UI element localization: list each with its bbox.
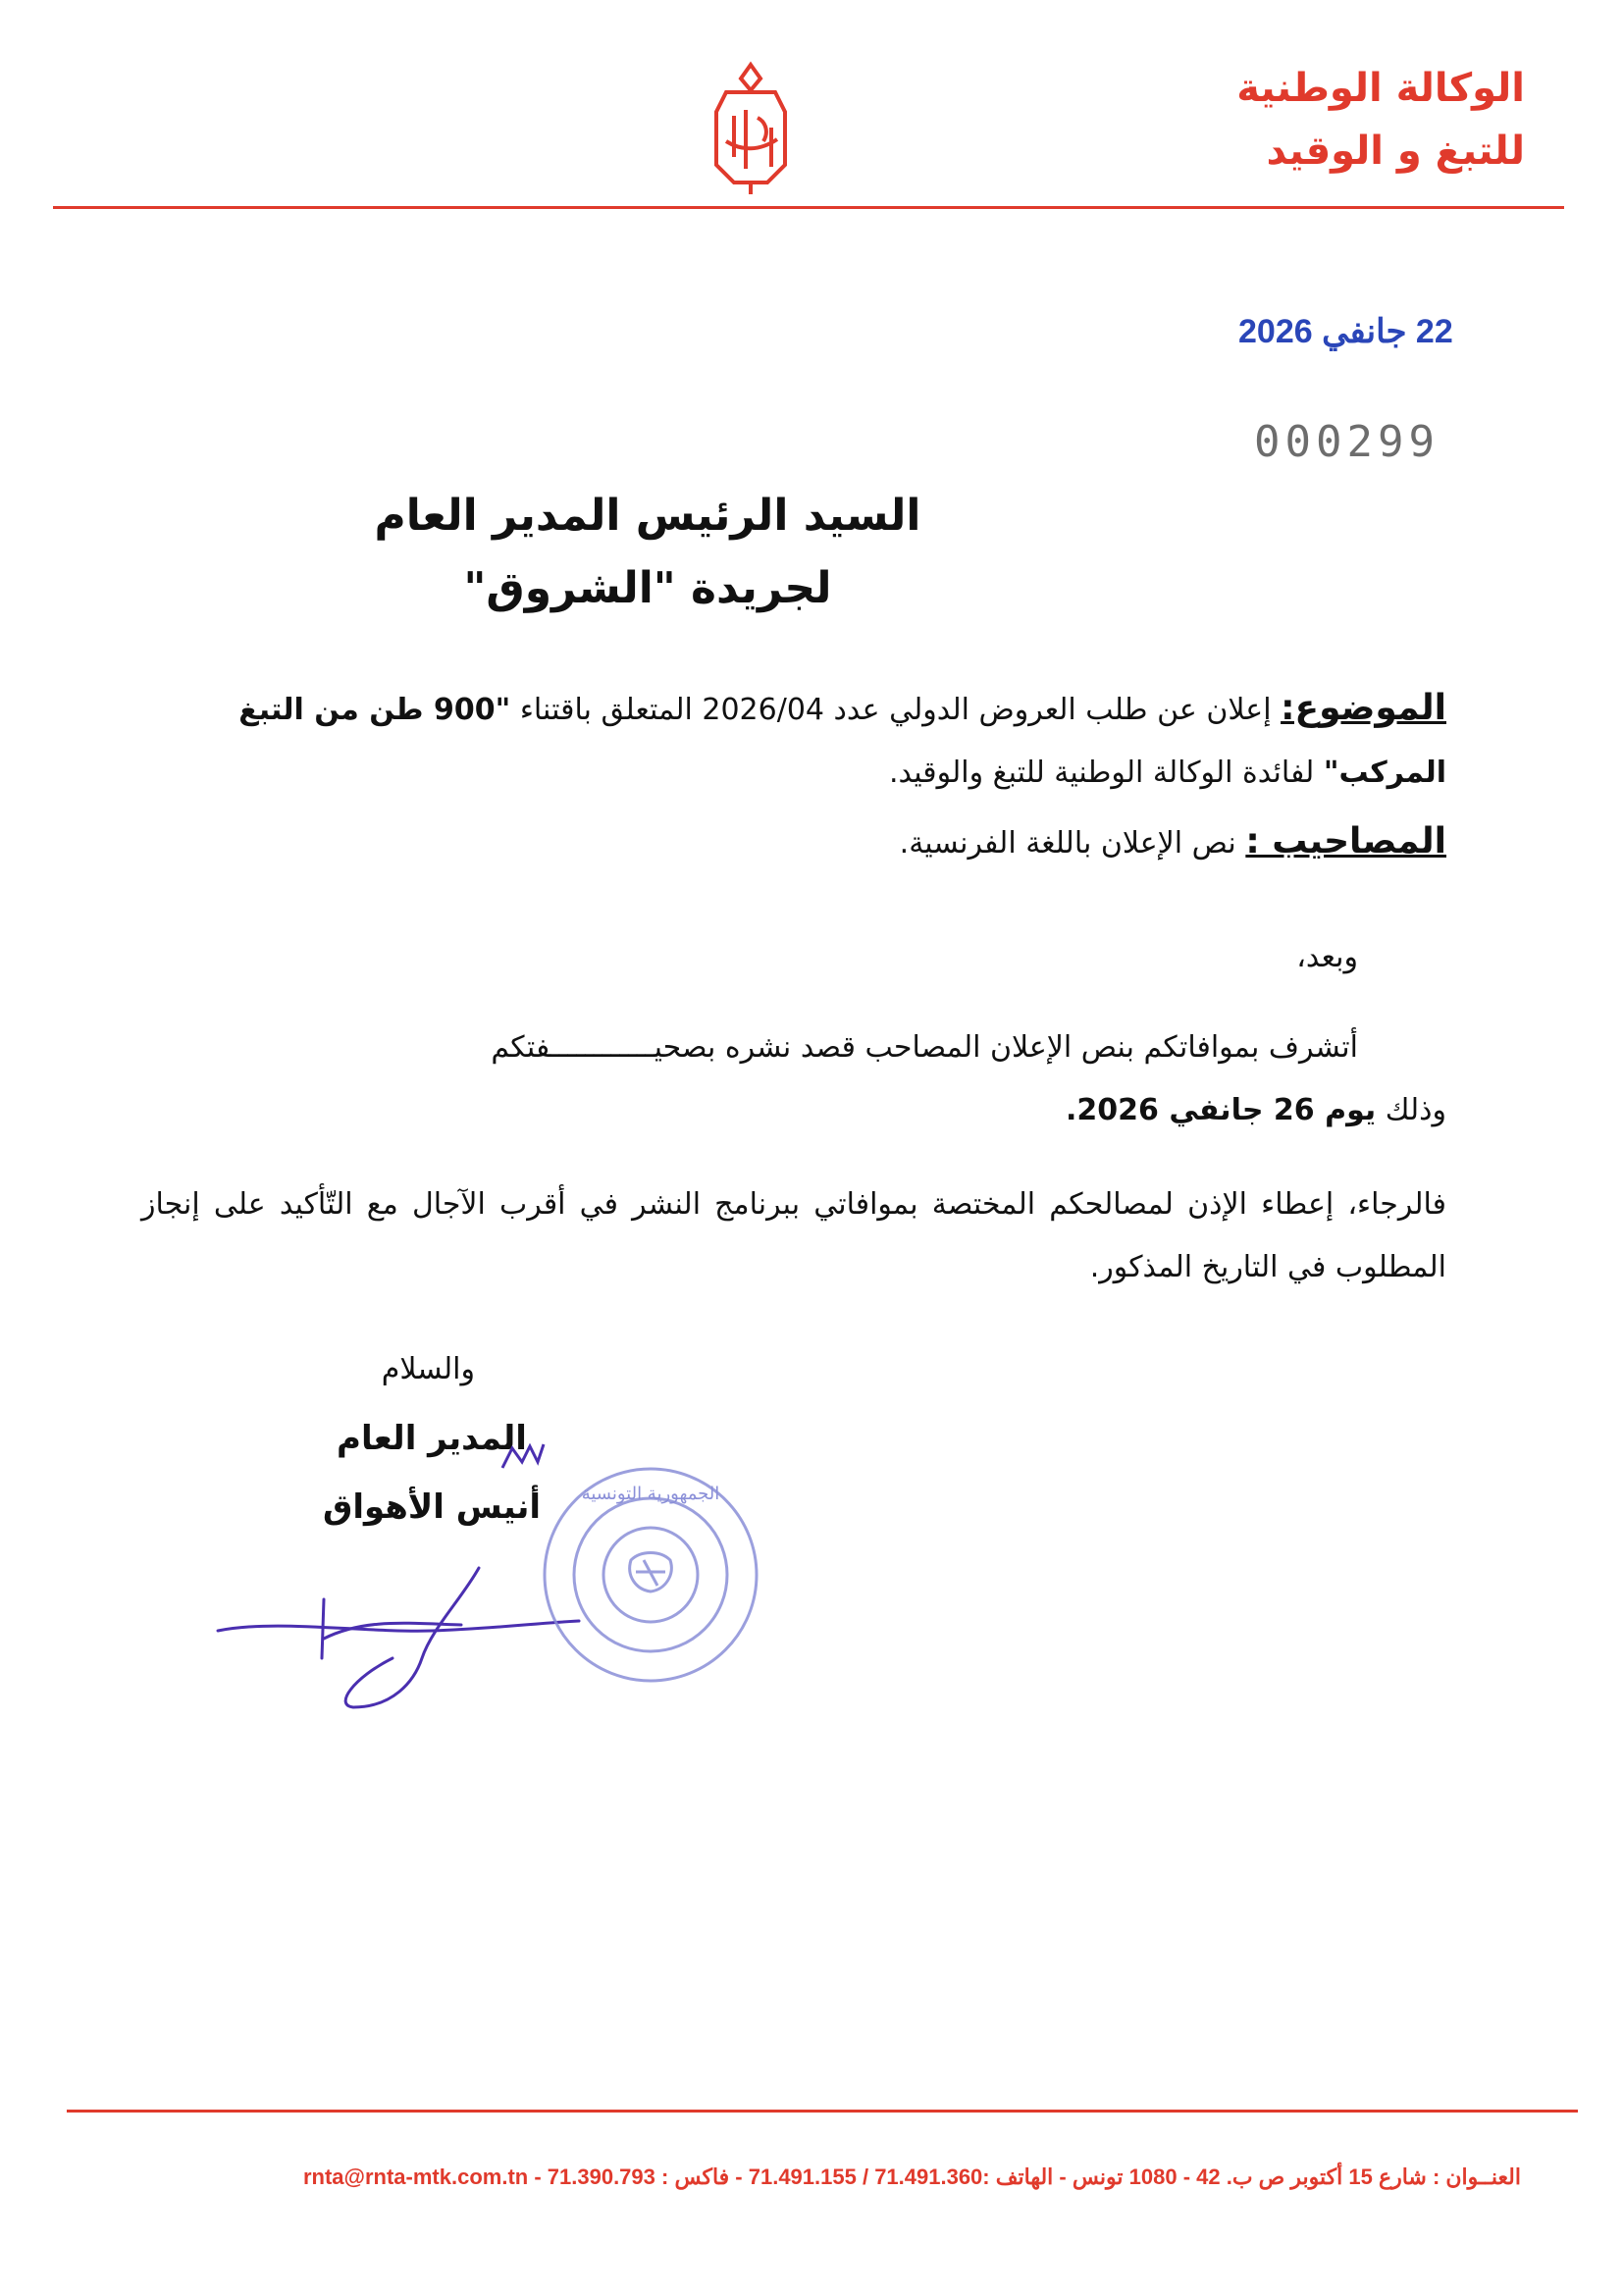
attachment-label: المصاحيب : [1245, 821, 1446, 861]
body-paragraph-1-date [171, 1079, 1446, 1142]
reference-number: 000299 [1254, 417, 1440, 467]
organization-name-line2: للتبغ و الوقيد [1266, 129, 1525, 174]
addressee-title: السيد الرئيس المدير العام [374, 491, 921, 541]
footer-divider [67, 2110, 1578, 2113]
attachment-paragraph [171, 810, 1446, 875]
subject-label: الموضوع: [1281, 688, 1446, 728]
organization-name [1113, 57, 1525, 183]
signatory-title: المدير العام [337, 1419, 527, 1458]
organization-logo [687, 59, 814, 196]
attachment-text: نص الإعلان باللغة الفرنسية. [899, 826, 1236, 861]
closing: والسلام [381, 1352, 475, 1386]
addressee-newspaper: لجريدة "الشروق" [463, 563, 832, 613]
header-divider [53, 206, 1564, 209]
body-paragraph-1-text: أتشرف بموافاتكم بنص الإعلان المصاحب قصد نشره بصحيــــــــــــفتكم [491, 1030, 1358, 1065]
footer-address: العنــوان : شارع 15 أكتوبر ص ب. 42 - 1080 تونس - الهاتف :71.491.360 / 71.491.155 - فاكس : 71.390.793 - rnta@rnta-mtk.com.tn [302, 2165, 1521, 2189]
body-paragraph-2: فالرجاء، إعطاء الإذن لمصالحكم المختصة بموافاتي ببرنامج النشر في أقرب الآجال مع التّأكيد على إنجاز المطلوب في التاريخ المذكور. [141, 1187, 1446, 1284]
body-paragraph-1 [239, 1017, 1358, 1079]
date-stamp: 22 جانفي 2026 [1238, 313, 1453, 350]
official-seal [538, 1462, 763, 1692]
signatory-name: أنيس الأهواق [322, 1487, 542, 1527]
subject-paragraph [171, 677, 1446, 805]
handwritten-signature [206, 1550, 589, 1721]
organization-name-line1: الوكالة الوطنية [1236, 66, 1525, 111]
seal-text: الجمهورية التونسية [581, 1484, 720, 1504]
publication-date: يوم 26 جانفي 2026. [1066, 1093, 1377, 1127]
subject-text: إعلان عن طلب العروض الدولي عدد 2026/04 المتعلق باقتناء [519, 693, 1272, 727]
subject-quantity: "900 طن من التبغ المركب" [238, 693, 1446, 790]
publication-date-prefix: وذلك [1385, 1093, 1446, 1127]
greeting: وبعد، [1296, 940, 1358, 974]
subject-beneficiary: لفائدة الوكالة الوطنية للتبغ والوقيد. [888, 756, 1315, 790]
